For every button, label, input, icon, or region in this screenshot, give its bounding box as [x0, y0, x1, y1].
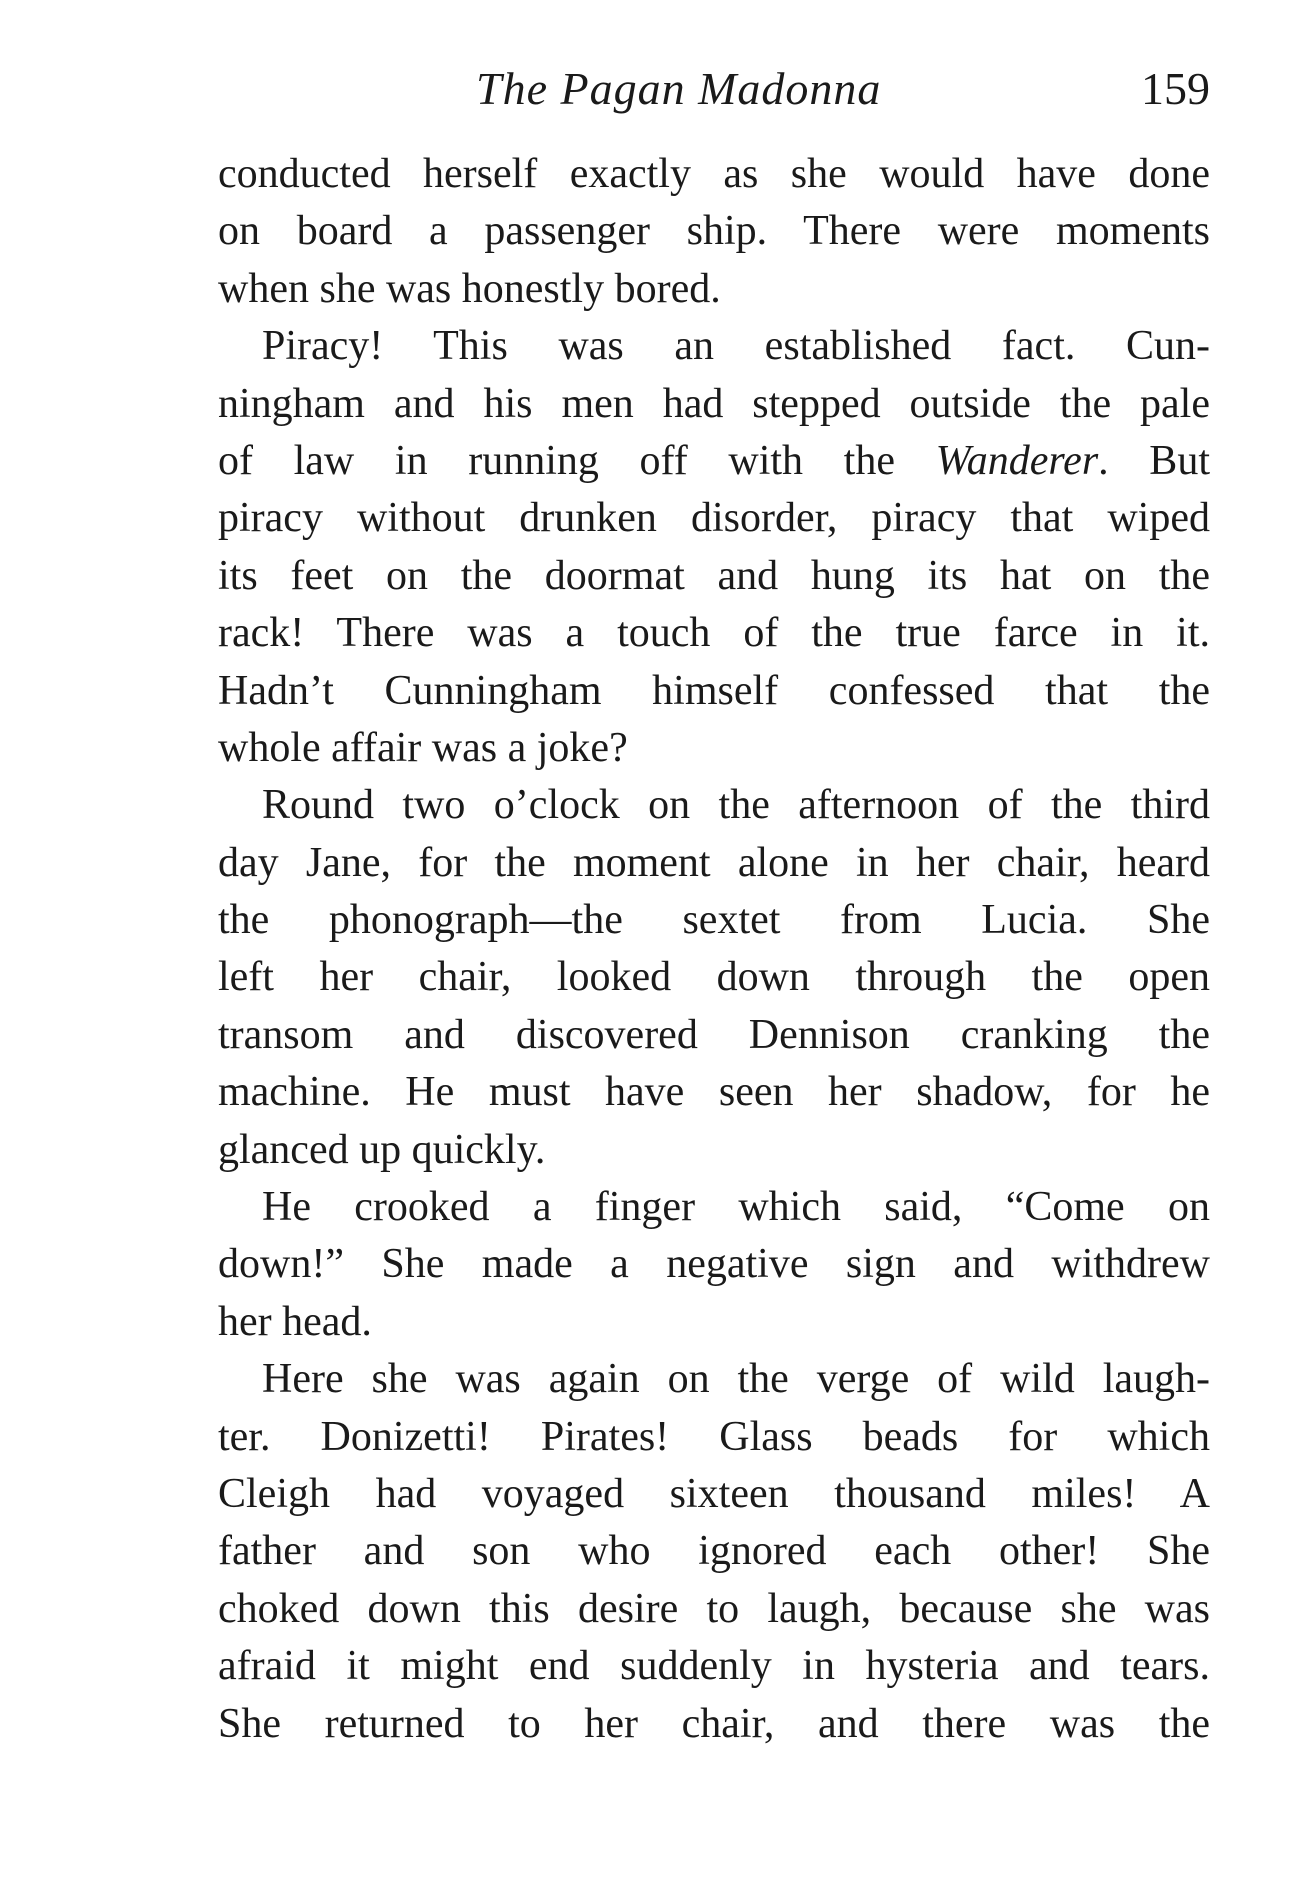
- text-line: on board a passenger ship. There were moments: [218, 208, 1210, 255]
- text-line: down!” She made a negative sign and withdrew: [218, 1241, 1210, 1288]
- running-title: The Pagan Madonna: [476, 63, 882, 114]
- text-line: Piracy! This was an established fact. Cun-: [262, 323, 1210, 370]
- text-line: its feet on the doormat and hung its hat on the: [218, 552, 1210, 599]
- text-line: Round two o’clock on the afternoon of the third: [262, 782, 1210, 829]
- text-line: whole affair was a joke?: [218, 724, 628, 771]
- text-line: Cleigh had voyaged sixteen thousand miles! A: [218, 1470, 1210, 1517]
- text-line: day Jane, for the moment alone in her chair, heard: [218, 839, 1210, 886]
- text-line: choked down this desire to laugh, because she was: [218, 1585, 1210, 1632]
- text-line: glanced up quickly.: [218, 1126, 546, 1173]
- text-line: ningham and his men had stepped outside the pale: [218, 380, 1210, 427]
- text-line: Here she was again on the verge of wild laugh-: [262, 1356, 1210, 1403]
- text-line: when she was honestly bored.: [218, 265, 721, 312]
- text-line: Hadn’t Cunningham himself confessed that the: [218, 667, 1210, 714]
- text-line: piracy without drunken disorder, piracy that wiped: [218, 495, 1210, 542]
- text-line: She returned to her chair, and there was the: [218, 1700, 1210, 1747]
- text-line: the phonograph—the sextet from Lucia. She: [218, 897, 1210, 944]
- paragraph: [218, 1179, 1210, 1351]
- running-head: [218, 62, 1210, 122]
- paragraph: [218, 318, 1210, 777]
- text-line: transom and discovered Dennison cranking the: [218, 1011, 1210, 1058]
- paragraph: [218, 777, 1210, 1179]
- text-line: rack! There was a touch of the true farce in it.: [218, 610, 1210, 657]
- page-number: 159: [1141, 63, 1210, 114]
- text-line: [218, 433, 1210, 490]
- text-line: conducted herself exactly as she would have done: [218, 151, 1210, 197]
- text-line: machine. He must have seen her shadow, for he: [218, 1069, 1210, 1116]
- text-line: her head.: [218, 1298, 372, 1345]
- ship-name: Wanderer: [935, 437, 1099, 484]
- text-segment: of law in running off with the: [218, 437, 936, 484]
- body-text: [218, 146, 1210, 1753]
- text-line: He crooked a finger which said, “Come on: [262, 1184, 1210, 1231]
- paragraph: [218, 146, 1210, 318]
- text-line: ter. Donizetti! Pirates! Glass beads for which: [218, 1413, 1210, 1460]
- text-line: afraid it might end suddenly in hysteria and tears.: [218, 1643, 1210, 1690]
- text-segment: . But: [1098, 437, 1210, 484]
- text-line: father and son who ignored each other! She: [218, 1528, 1210, 1575]
- paragraph: [218, 1351, 1210, 1753]
- text-line: left her chair, looked down through the open: [218, 954, 1210, 1001]
